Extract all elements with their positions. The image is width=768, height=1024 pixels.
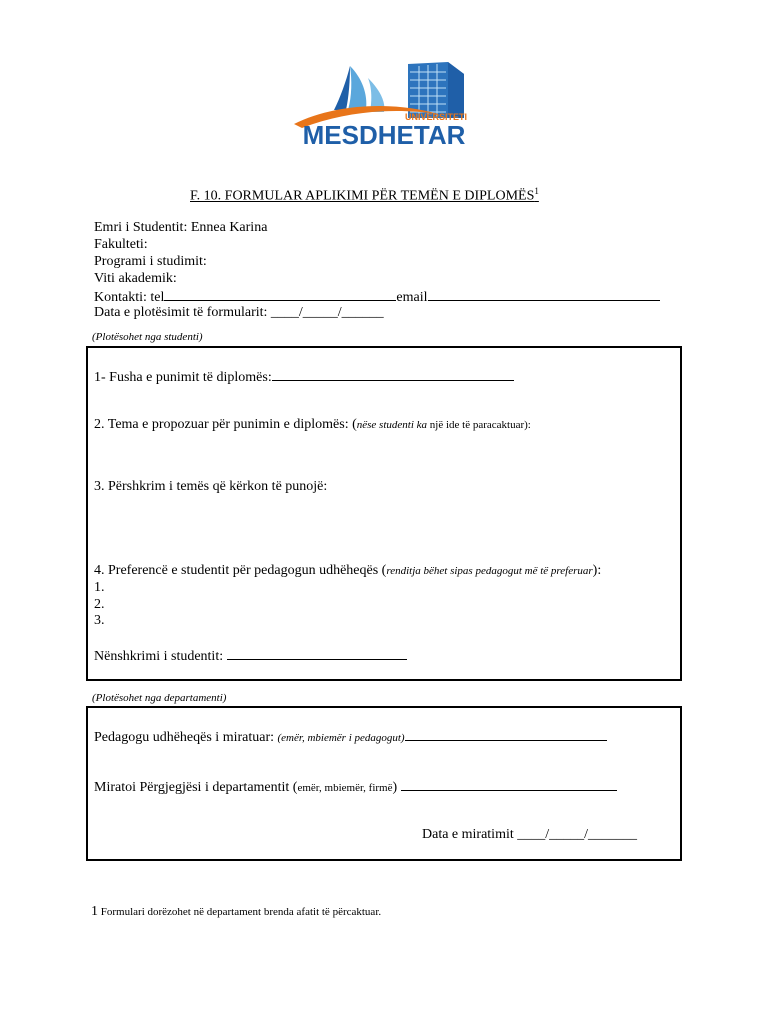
- signature-line: [94, 647, 407, 665]
- approved-by-end: ): [392, 780, 398, 795]
- sail-icon-2: [334, 66, 350, 110]
- field-of-work-blank: [272, 368, 514, 381]
- preference-line: [94, 563, 601, 579]
- approved-by-label: Miratoi Përgjegjësi i departamentit (: [94, 780, 298, 795]
- approved-by-note: emër, mbiemër, firmë: [297, 782, 393, 794]
- footnote-text: Formulari dorëzohet në departament brenda afatit të përcaktuar.: [98, 906, 382, 918]
- faculty-label: Fakulteti:: [94, 237, 148, 252]
- supervisor-line: [94, 728, 607, 746]
- form-title: [190, 186, 539, 205]
- proposed-topic-note-rest: një ide të paracaktuar: [427, 419, 525, 431]
- preference-end: ):: [592, 563, 602, 578]
- university-logo: [288, 58, 480, 150]
- student-section-note: (Plotësohet nga studenti): [92, 331, 203, 343]
- proposed-topic-label: 2. Tema e propozuar për punimin e diplomës: (: [94, 417, 357, 432]
- description-label: 3. Përshkrim i temës që kërkon të punojë:: [94, 479, 328, 494]
- preference-option-1: 1.: [94, 580, 105, 595]
- field-of-work-label: 1- Fusha e punimit të diplomës:: [94, 370, 272, 385]
- form-title-text: F. 10. FORMULAR APLIKIMI PËR TEMËN E DIPLOMËS: [190, 188, 535, 204]
- department-section-note: (Plotësohet nga departamenti): [92, 692, 227, 704]
- footnote: [91, 904, 381, 920]
- proposed-topic-line: [94, 417, 531, 433]
- preference-note: renditja bëhet sipas pedagogut më të preferuar: [386, 565, 593, 577]
- student-section-box: [86, 346, 682, 681]
- tel-blank: [164, 288, 396, 301]
- sail-icon: [348, 66, 366, 110]
- email-blank: [428, 288, 660, 301]
- preference-option-3: 3.: [94, 613, 105, 628]
- academic-year-label: Viti akademik:: [94, 271, 177, 286]
- footnote-number: 1: [91, 904, 98, 919]
- preference-label: 4. Preferencë e studentit për pedagogun udhëheqës (: [94, 563, 387, 578]
- program-label: Programi i studimit:: [94, 254, 207, 269]
- student-name-value: Ennea Karina: [190, 220, 268, 235]
- proposed-topic-end: ):: [524, 419, 531, 431]
- supervisor-note: (emër, mbiemër i pedagogut): [277, 732, 405, 744]
- contact-tel-label: Kontakti: tel: [94, 290, 165, 305]
- supervisor-blank: [405, 728, 607, 741]
- student-name-label: Emri i Studentit:: [94, 220, 188, 235]
- supervisor-label: Pedagogu udhëheqës i miratuar:: [94, 730, 278, 745]
- field-of-work-line: [94, 368, 514, 386]
- preference-option-2: 2.: [94, 597, 105, 612]
- date-filled-line: Data e plotësimit të formularit: ____/_____/______: [94, 305, 384, 320]
- approved-by-line: [94, 778, 617, 796]
- student-name-line: [94, 220, 267, 236]
- signature-label: Nënshkrimi i studentit:: [94, 649, 224, 664]
- signature-blank: [227, 647, 407, 660]
- approved-by-blank: [401, 778, 617, 791]
- contact-email-label: email: [396, 290, 428, 305]
- contact-line: [94, 288, 660, 306]
- logo-name: MESDHETAR: [302, 120, 466, 150]
- approval-date-line: Data e miratimit ____/_____/_______: [422, 827, 638, 842]
- proposed-topic-note-italic: nëse studenti ka: [356, 419, 428, 431]
- title-footnote-mark: 1: [534, 186, 539, 196]
- logo-universiteti: UNIVERSITETI: [404, 112, 468, 122]
